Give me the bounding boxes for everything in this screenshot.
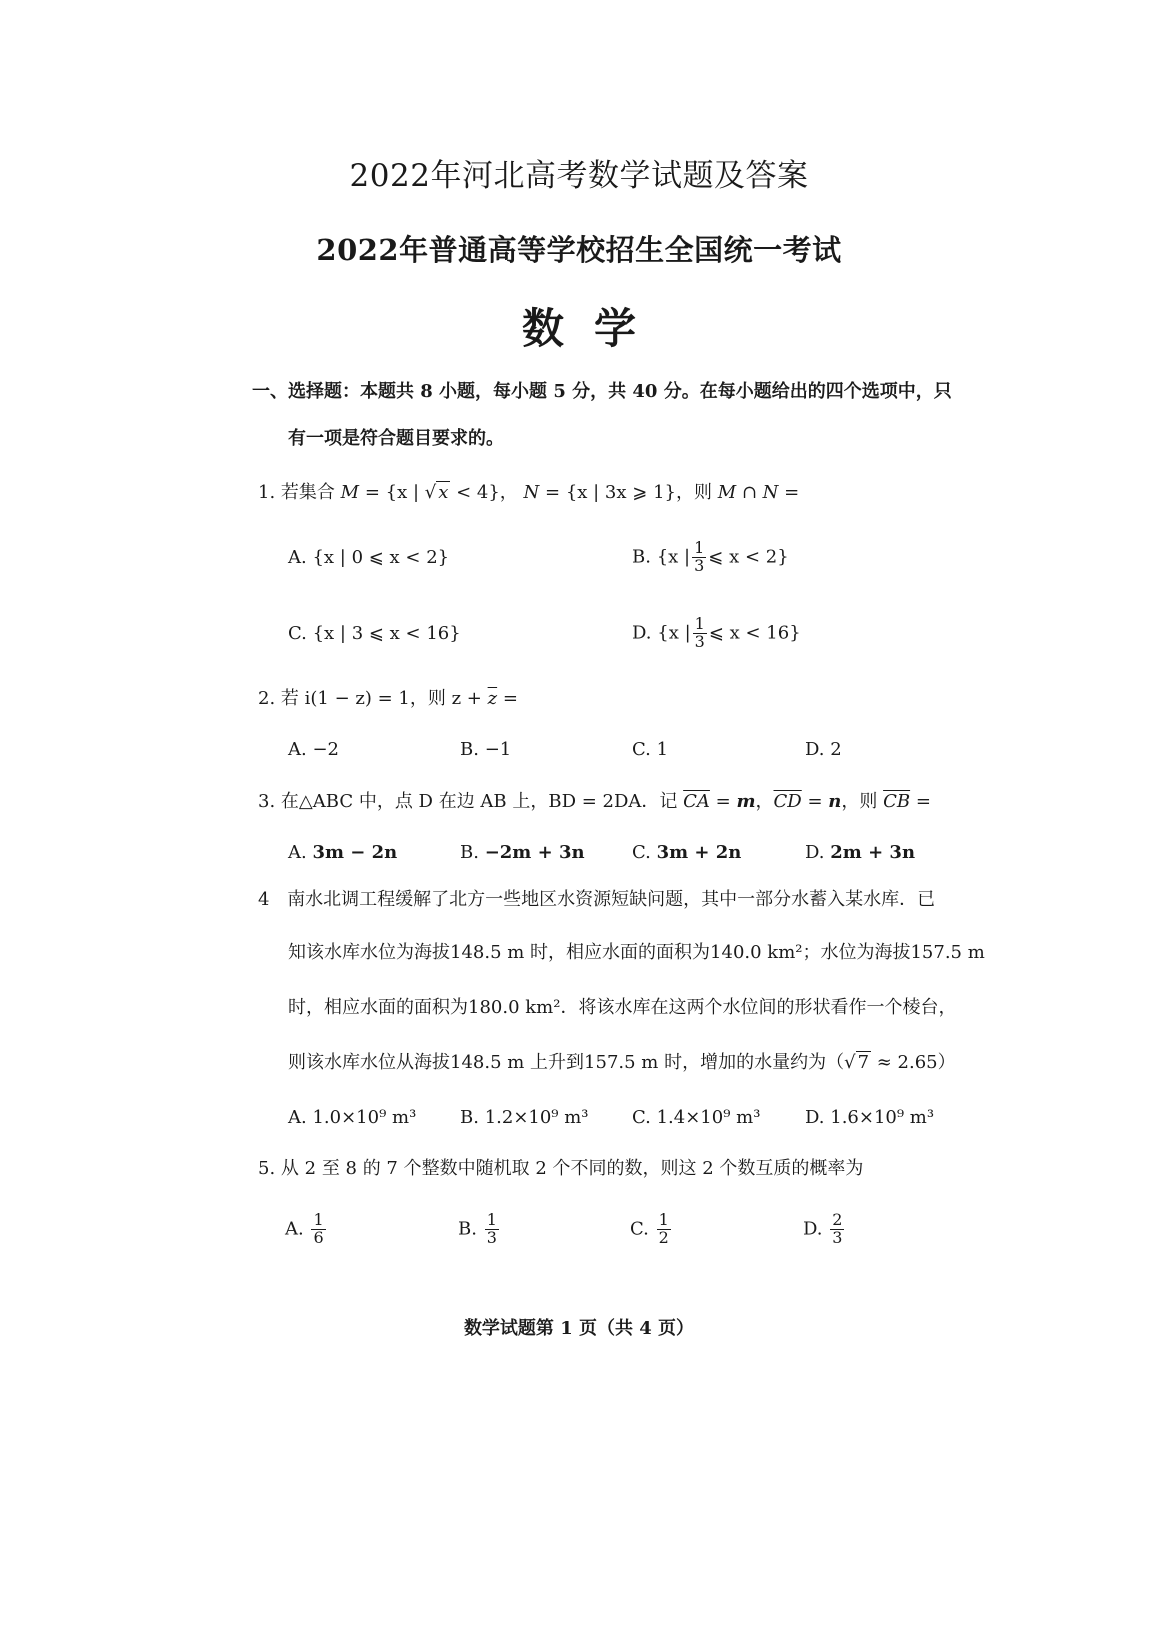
set-text: < 4}，: [450, 482, 518, 503]
fraction-numerator: 1: [486, 1210, 497, 1229]
question-text: 从 2 至 8 的 7 个整数中随机取 2 个不同的数，则这 2 个数互质的概率为: [280, 1158, 864, 1179]
option-text: 1: [656, 739, 669, 760]
fraction-numerator: 1: [694, 538, 705, 557]
option-c: [288, 625, 461, 643]
option-label: D.: [805, 842, 825, 863]
set-text: = {x | 3x ⩾ 1}，则: [539, 482, 712, 503]
sqrt-radicand: 7: [857, 1052, 870, 1073]
fraction-numerator: 1: [313, 1210, 324, 1229]
option-b: [460, 741, 511, 759]
question-text: =: [801, 791, 829, 812]
fraction-denominator: 3: [486, 1227, 497, 1247]
fraction-denominator: 3: [694, 555, 705, 575]
option-text: 1.6×10⁹ m³: [830, 1107, 935, 1128]
option-label: D.: [632, 622, 652, 644]
option-text: ⩽ x < 2}: [708, 546, 789, 568]
question-4-line-2: 知该水库水位为海拔148.5 m 时，相应水面的面积为140.0 km²；水位为海拔157.5 m: [288, 942, 985, 963]
fraction: [657, 1212, 671, 1247]
set-label: M: [340, 482, 360, 503]
fraction: [693, 616, 707, 651]
fraction-denominator: 3: [832, 1227, 843, 1247]
page-footer: 数学试题第 1 页（共 4 页）: [463, 1318, 695, 1339]
option-text: −2: [312, 739, 340, 760]
option-d: [805, 741, 842, 759]
option-text: 2m + 3n: [830, 842, 916, 863]
option-label: B.: [460, 1107, 479, 1128]
vector-cd: $\overline{CD}$: [773, 791, 802, 812]
option-d: [805, 1109, 934, 1127]
vector-cb: $\overline{CB}$: [883, 791, 911, 812]
question-text: 则该水库水位从海拔148.5 m 上升到157.5 m 时，增加的水量约为（: [288, 1052, 845, 1073]
option-text: −1: [484, 739, 512, 760]
question-number: 4: [258, 889, 270, 910]
question-text: =: [910, 791, 931, 812]
option-label: B.: [460, 739, 479, 760]
option-c: [632, 844, 741, 862]
option-label: C.: [288, 623, 307, 644]
question-1: [258, 484, 799, 502]
fraction: [830, 1212, 844, 1247]
option-text: {x | 0 ⩽ x < 2}: [312, 547, 450, 568]
option-text: 3m + 2n: [656, 842, 742, 863]
vector-n: n: [828, 791, 842, 812]
option-a: [288, 549, 449, 567]
option-label: D.: [805, 1107, 825, 1128]
sqrt-radicand: x: [438, 482, 449, 503]
option-label: A.: [288, 1107, 307, 1128]
question-text: ≈ 2.65）: [871, 1052, 956, 1073]
option-text: 1.0×10⁹ m³: [312, 1107, 417, 1128]
option-text: 1.4×10⁹ m³: [656, 1107, 761, 1128]
option-label: C.: [632, 842, 651, 863]
question-text: =: [497, 688, 518, 709]
section-heading-line2: 有一项是符合题目要求的。: [288, 428, 504, 449]
question-text: ，则: [841, 791, 884, 812]
question-4: [258, 891, 935, 909]
option-text: {x |: [657, 622, 691, 644]
question-text: 在△ABC 中，点 D 在边 AB 上，BD = 2DA．记: [280, 791, 684, 812]
option-label: A.: [288, 739, 307, 760]
question-4-line-3: 时，相应水面的面积为180.0 km²．将该水库在这两个水位间的形状看作一个棱台，: [288, 997, 957, 1018]
fraction-numerator: 1: [694, 614, 705, 633]
option-text: {x |: [656, 546, 691, 568]
option-c: [630, 1212, 673, 1247]
option-b: [460, 844, 585, 862]
question-text: =: [709, 791, 737, 812]
sqrt-symbol: √: [424, 482, 437, 503]
question-number: 1.: [258, 482, 276, 503]
option-a: [288, 741, 339, 759]
question-number: 3.: [258, 791, 276, 812]
question-number: 5.: [258, 1158, 276, 1179]
option-d: [805, 844, 915, 862]
document-title: 2022年河北高考数学试题及答案: [349, 158, 809, 194]
option-a: [288, 844, 397, 862]
fraction: [692, 540, 706, 575]
vector-ca: $\overline{CA}$: [683, 791, 710, 812]
fraction-denominator: 2: [658, 1227, 669, 1247]
fraction: [311, 1212, 325, 1247]
subject-title: 数学: [521, 304, 666, 353]
section-heading-line1: 一、选择题：本题共 8 小题，每小题 5 分，共 40 分。在每小题给出的四个选项中，只: [252, 381, 952, 402]
option-c: [632, 741, 668, 759]
option-label: A.: [288, 842, 307, 863]
option-d: [803, 1212, 846, 1247]
option-text: {x | 3 ⩽ x < 16}: [312, 623, 461, 644]
vector-m: m: [736, 791, 756, 812]
option-label: C.: [632, 1107, 651, 1128]
option-label: B.: [460, 842, 479, 863]
question-3: [258, 793, 931, 811]
set-label: N: [523, 482, 540, 503]
sqrt-symbol: √: [844, 1052, 856, 1073]
question-4-line-4: [288, 1054, 956, 1072]
option-label: D.: [803, 1218, 823, 1240]
question-2: [258, 690, 518, 708]
fraction-numerator: 2: [832, 1210, 843, 1229]
exam-title: 2022年普通高等学校招生全国统一考试: [316, 233, 842, 267]
option-text: −2m + 3n: [484, 842, 585, 863]
question-expression: M ∩ N =: [717, 482, 800, 503]
fraction-denominator: 6: [313, 1227, 324, 1247]
option-a: [285, 1212, 328, 1247]
question-text: ，: [755, 791, 774, 812]
set-text: = {x |: [359, 482, 425, 503]
question-text: 南水北调工程缓解了北方一些地区水资源短缺问题，其中一部分水蓄入某水库．已: [287, 889, 936, 910]
option-b: [458, 1212, 501, 1247]
fraction: [485, 1212, 499, 1247]
question-number: 2.: [258, 688, 276, 709]
fraction-denominator: 3: [694, 631, 705, 651]
option-b: [632, 540, 789, 575]
option-text: 1.2×10⁹ m³: [484, 1107, 589, 1128]
option-text: ⩽ x < 16}: [708, 622, 801, 644]
fraction-numerator: 1: [658, 1210, 669, 1229]
option-a: [288, 1109, 416, 1127]
option-label: B.: [632, 546, 651, 568]
question-text: 若 i(1 − z) = 1，则 z +: [280, 688, 488, 709]
option-text: 3m − 2n: [312, 842, 398, 863]
option-d: [632, 616, 801, 651]
option-c: [632, 1109, 760, 1127]
option-b: [460, 1109, 589, 1127]
option-text: 2: [830, 739, 842, 760]
conjugate-z: $\overline{z}$: [487, 688, 498, 709]
option-label: D.: [805, 739, 825, 760]
option-label: B.: [458, 1218, 477, 1240]
option-label: C.: [630, 1218, 649, 1240]
option-label: A.: [285, 1218, 304, 1240]
question-5: [258, 1160, 863, 1178]
question-text: 若集合: [280, 482, 335, 503]
option-label: A.: [288, 547, 307, 568]
option-label: C.: [632, 739, 651, 760]
